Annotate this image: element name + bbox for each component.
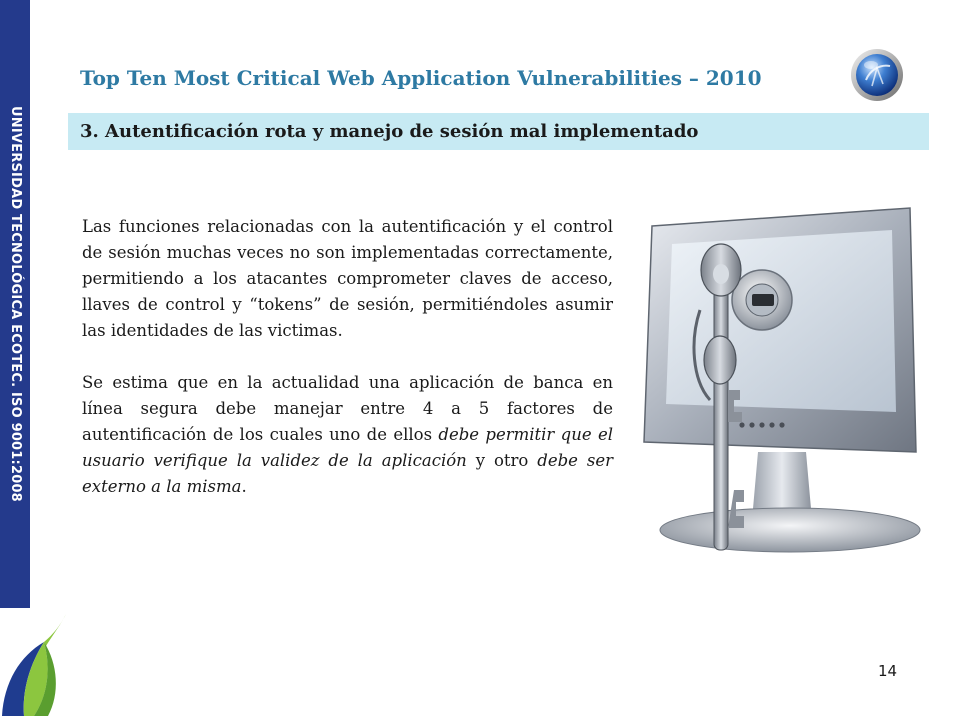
page-number: 14: [878, 662, 898, 680]
paragraph-2-text-3: .: [241, 477, 247, 496]
paragraph-2-text-1: Se estima que en la actualidad una aplicación de banca en línea segura debe manejar entre 4 a 5 factores de autentificación de los cuales uno de ellos: [82, 373, 613, 444]
university-leaf-logo: [0, 612, 70, 720]
section-heading-bar: [68, 113, 929, 150]
paragraph-1: Las funciones relacionadas con la autentificación y el control de sesión muchas veces no son implementadas correctamente, permitiendo a los atacantes comprometer claves de acceso, llaves de control y “tokens” de sesión, permitiéndoles asumir las identidades de las victimas.: [82, 217, 613, 340]
paragraph-2: [82, 370, 613, 500]
slide-title: Top Ten Most Critical Web Application Vulnerabilities – 2010: [80, 66, 762, 90]
sidebar-university-label: UNIVERSIDAD TECNOLÓGICA ECOTEC. ISO 9001:2008: [8, 106, 23, 502]
paragraph-2-emphasis-1: debe permitir que el usuario verifique la validez de la aplicación: [82, 425, 613, 470]
owasp-globe-icon: [850, 48, 904, 102]
paragraph-2-emphasis-2: debe ser externo a la misma: [82, 451, 613, 496]
body-text: [82, 214, 613, 500]
section-heading: 3. Autentificación rota y manejo de sesión mal implementado: [80, 121, 699, 142]
sidebar-band: [0, 0, 30, 608]
paragraph-2-text-2: y otro: [466, 451, 538, 470]
monitor-with-keys-illustration: [630, 190, 936, 562]
